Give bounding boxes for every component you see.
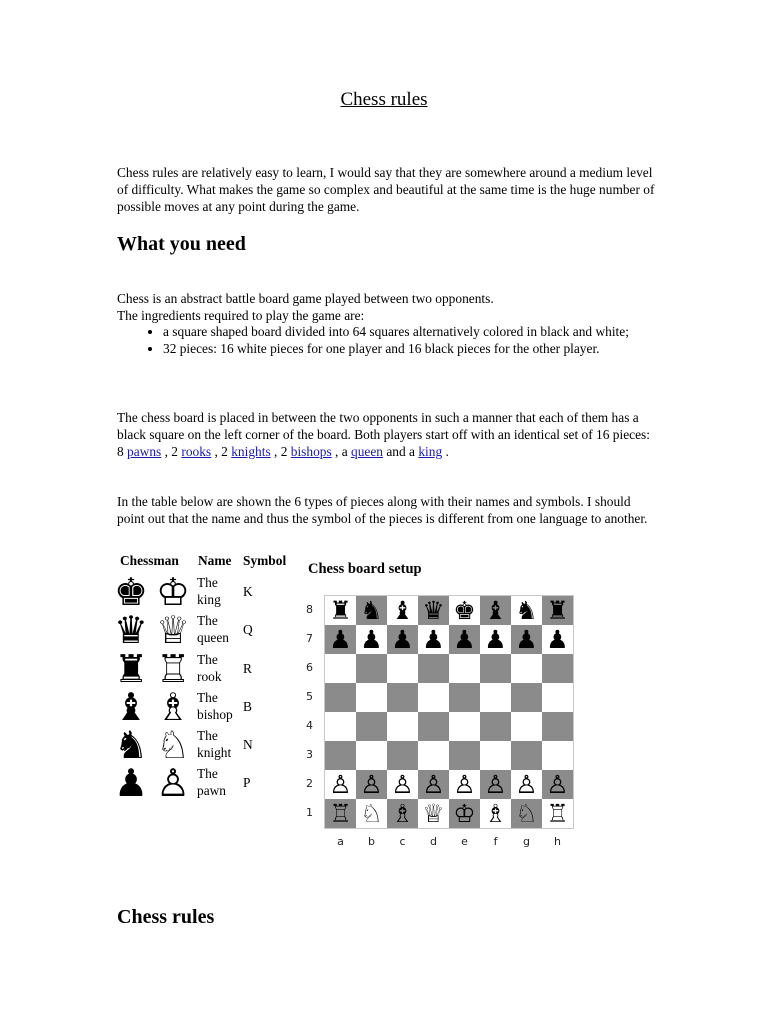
header-chessman: Chessman	[120, 553, 179, 568]
needs-intro-line1: Chess is an abstract battle board game played between two opponents.	[117, 291, 494, 306]
black-pawn-icon: ♟	[453, 625, 476, 654]
file-label: f	[493, 835, 498, 848]
board-square-f5	[480, 683, 511, 712]
rooks-link[interactable]: rooks	[181, 444, 212, 459]
rank-label: 8	[306, 603, 313, 616]
board-square-h3	[542, 741, 573, 770]
black-rook-icon: ♜	[114, 647, 149, 691]
board-square-a1	[325, 799, 356, 828]
piece-symbol: Q	[243, 622, 253, 637]
white-pawn-icon: ♙	[515, 770, 538, 799]
paragraph-text: , 2	[161, 444, 182, 459]
board-square-c4	[387, 712, 418, 741]
board-square-d2	[418, 770, 449, 799]
piece-symbol: B	[243, 699, 252, 714]
black-pawn-icon: ♟	[360, 625, 383, 654]
white-pawn-icon: ♙	[156, 761, 191, 805]
black-rook-icon: ♜	[546, 596, 569, 625]
black-pawn-icon: ♟	[329, 625, 352, 654]
black-bishop-icon: ♝	[391, 596, 414, 625]
board-square-a6	[325, 654, 356, 683]
board-square-d3	[418, 741, 449, 770]
piece-symbol: K	[243, 584, 253, 599]
knights-link[interactable]: knights	[231, 444, 271, 459]
board-placement-paragraph	[117, 409, 657, 460]
board-square-b1	[356, 799, 387, 828]
board-square-d7	[418, 625, 449, 654]
board-square-f7	[480, 625, 511, 654]
black-bishop-icon: ♝	[484, 596, 507, 625]
board-square-f8	[480, 596, 511, 625]
piece-name: The pawn	[197, 766, 227, 798]
board-square-b7	[356, 625, 387, 654]
black-pawn-icon: ♟	[422, 625, 445, 654]
white-pawn-icon: ♙	[453, 770, 476, 799]
board-square-g2	[511, 770, 542, 799]
board-square-b2	[356, 770, 387, 799]
white-bishop-icon: ♗	[391, 799, 414, 828]
board-square-h6	[542, 654, 573, 683]
list-item: • 32 pieces: 16 white pieces for one player and 16 black pieces for the other player.	[163, 340, 683, 357]
board-square-g1	[511, 799, 542, 828]
piece-symbol: R	[243, 661, 252, 676]
board-square-d1	[418, 799, 449, 828]
board-square-d4	[418, 712, 449, 741]
piece-symbol: P	[243, 775, 251, 790]
black-pawn-icon: ♟	[114, 761, 149, 805]
board-title: Chess board setup	[308, 561, 422, 577]
board-square-h5	[542, 683, 573, 712]
piece-name: The queen	[197, 613, 229, 645]
black-king-icon: ♚	[114, 570, 149, 614]
file-label: b	[368, 835, 375, 848]
intro-paragraph: Chess rules are relatively easy to learn, I would say that they are somewhere around a medium level of difficulty. What makes the game so complex and beautiful at the same time is the huge number of possible moves at any point during the game.	[117, 165, 655, 214]
white-pawn-icon: ♙	[546, 770, 569, 799]
paragraph-text: , a	[331, 444, 352, 459]
black-pawn-icon: ♟	[546, 625, 569, 654]
piece-name: The king	[197, 575, 221, 607]
rank-label: 7	[306, 632, 313, 645]
chess-board	[324, 595, 574, 829]
board-square-e4	[449, 712, 480, 741]
board-square-a7	[325, 625, 356, 654]
board-square-e6	[449, 654, 480, 683]
board-square-e1	[449, 799, 480, 828]
board-square-b6	[356, 654, 387, 683]
board-square-a3	[325, 741, 356, 770]
board-square-b3	[356, 741, 387, 770]
white-rook-icon: ♖	[546, 799, 569, 828]
white-pawn-icon: ♙	[329, 770, 352, 799]
list-item: • a square shaped board divided into 64 squares alternatively colored in black and white;	[163, 323, 683, 340]
piece-symbol: N	[243, 737, 253, 752]
board-square-h7	[542, 625, 573, 654]
board-square-b8	[356, 596, 387, 625]
file-label: e	[461, 835, 468, 848]
board-square-h4	[542, 712, 573, 741]
file-label: h	[554, 835, 561, 848]
board-square-e5	[449, 683, 480, 712]
king-link[interactable]: king	[418, 444, 443, 459]
black-queen-icon: ♛	[114, 608, 149, 652]
ingredients-list	[117, 323, 683, 357]
black-pawn-icon: ♟	[391, 625, 414, 654]
section-heading-chess-rules: Chess rules	[117, 906, 215, 928]
board-square-c5	[387, 683, 418, 712]
board-square-e8	[449, 596, 480, 625]
board-square-g4	[511, 712, 542, 741]
board-square-d5	[418, 683, 449, 712]
file-label: d	[430, 835, 437, 848]
needs-intro-line2: The ingredients required to play the game are:	[117, 308, 365, 323]
black-pawn-icon: ♟	[515, 625, 538, 654]
board-square-g8	[511, 596, 542, 625]
rank-label: 2	[306, 777, 313, 790]
white-rook-icon: ♖	[156, 647, 191, 691]
board-square-c6	[387, 654, 418, 683]
section-heading-what-you-need: What you need	[117, 233, 246, 255]
white-king-icon: ♔	[156, 570, 191, 614]
page-title: Chess rules	[340, 89, 428, 110]
white-pawn-icon: ♙	[422, 770, 445, 799]
rank-label: 5	[306, 690, 313, 703]
black-knight-icon: ♞	[360, 596, 383, 625]
file-label: g	[523, 835, 530, 848]
rank-label: 6	[306, 661, 313, 674]
board-square-f4	[480, 712, 511, 741]
pieces-intro-paragraph: In the table below are shown the 6 types of pieces along with their names and symbols. I should point out that the name and thus the symbol of the pieces is different from one language to another.	[117, 494, 648, 526]
rank-label: 1	[306, 806, 313, 819]
board-square-f2	[480, 770, 511, 799]
board-square-d8	[418, 596, 449, 625]
board-square-a2	[325, 770, 356, 799]
white-knight-icon: ♘	[360, 799, 383, 828]
file-label: a	[337, 835, 344, 848]
header-symbol: Symbol	[243, 553, 287, 568]
board-square-b5	[356, 683, 387, 712]
white-queen-icon: ♕	[156, 608, 191, 652]
board-square-h2	[542, 770, 573, 799]
bishops-link[interactable]: bishops	[290, 444, 332, 459]
header-name: Name	[198, 553, 232, 568]
white-bishop-icon: ♗	[156, 685, 191, 729]
white-king-icon: ♔	[453, 799, 476, 828]
board-square-f3	[480, 741, 511, 770]
board-square-f6	[480, 654, 511, 683]
board-square-c2	[387, 770, 418, 799]
white-knight-icon: ♘	[156, 723, 191, 767]
black-pawn-icon: ♟	[484, 625, 507, 654]
board-square-c3	[387, 741, 418, 770]
piece-name: The bishop	[197, 690, 233, 722]
pawns-link[interactable]: pawns	[127, 444, 162, 459]
board-square-d6	[418, 654, 449, 683]
board-square-g6	[511, 654, 542, 683]
board-square-e2	[449, 770, 480, 799]
board-square-e3	[449, 741, 480, 770]
paragraph-text: .	[442, 444, 449, 459]
board-square-c7	[387, 625, 418, 654]
board-square-c1	[387, 799, 418, 828]
paragraph-text: The chess board is placed in between the two opponents in such a manner that each of them has a black square on the left corner of the board. Both players start off with an identical set of 16 pieces: 8	[117, 410, 650, 459]
board-square-a5	[325, 683, 356, 712]
board-square-h1	[542, 799, 573, 828]
file-label: c	[399, 835, 406, 848]
board-square-c8	[387, 596, 418, 625]
board-square-f1	[480, 799, 511, 828]
board-square-g3	[511, 741, 542, 770]
board-square-g7	[511, 625, 542, 654]
board-square-a4	[325, 712, 356, 741]
white-queen-icon: ♕	[422, 799, 445, 828]
board-square-h8	[542, 596, 573, 625]
black-bishop-icon: ♝	[114, 685, 149, 729]
board-square-a8	[325, 596, 356, 625]
queen-link[interactable]: queen	[351, 444, 384, 459]
black-queen-icon: ♛	[422, 596, 445, 625]
paragraph-text: , 2	[270, 444, 291, 459]
board-square-e7	[449, 625, 480, 654]
black-rook-icon: ♜	[329, 596, 352, 625]
white-pawn-icon: ♙	[484, 770, 507, 799]
rank-label: 4	[306, 719, 313, 732]
white-pawn-icon: ♙	[360, 770, 383, 799]
paragraph-text: and a	[383, 444, 419, 459]
white-rook-icon: ♖	[329, 799, 352, 828]
board-square-g5	[511, 683, 542, 712]
black-knight-icon: ♞	[114, 723, 149, 767]
black-king-icon: ♚	[453, 596, 476, 625]
piece-name: The knight	[197, 728, 232, 760]
board-square-b4	[356, 712, 387, 741]
rank-label: 3	[306, 748, 313, 761]
paragraph-text: , 2	[211, 444, 232, 459]
piece-name: The rook	[197, 652, 222, 684]
white-knight-icon: ♘	[515, 799, 538, 828]
black-knight-icon: ♞	[515, 596, 538, 625]
white-bishop-icon: ♗	[484, 799, 507, 828]
white-pawn-icon: ♙	[391, 770, 414, 799]
